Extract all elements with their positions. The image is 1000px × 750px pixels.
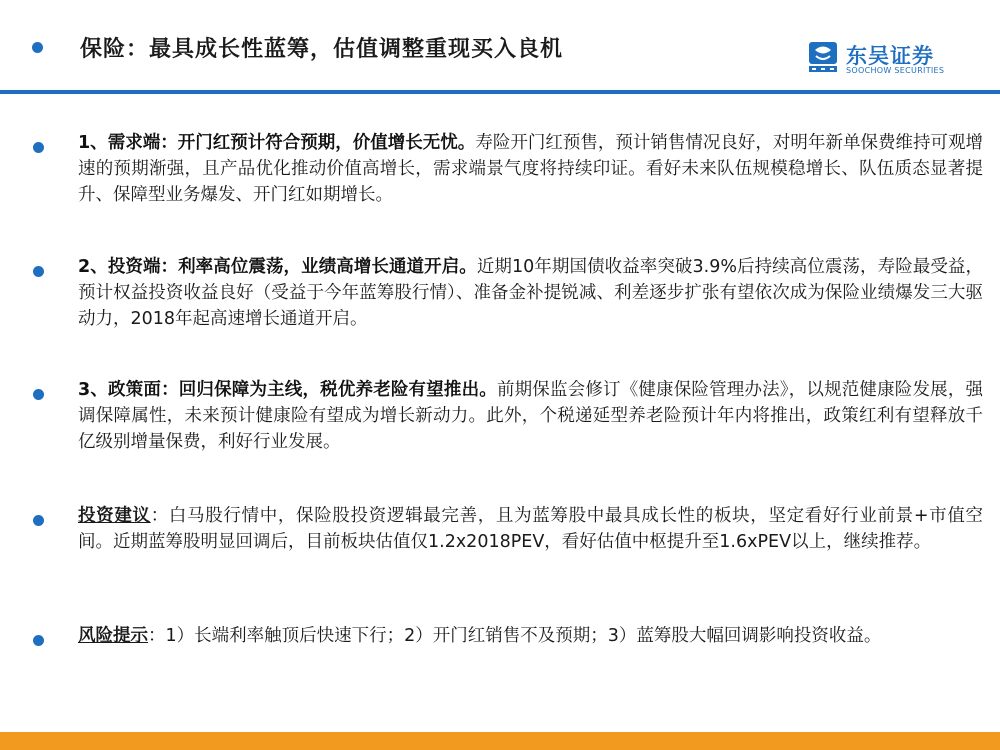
bullet-icon — [33, 142, 44, 153]
bullet-body: 1）长端利率触顶后快速下行；2）开门红销售不及预期；3）蓝筹股大幅回调影响投资收益。 — [165, 626, 882, 646]
bullet-icon — [33, 389, 44, 400]
header-divider — [0, 90, 1000, 94]
logo-subtext: SOOCHOW SECURITIES — [846, 66, 945, 75]
bullet-icon — [33, 515, 44, 526]
logo-mark-icon — [808, 40, 838, 74]
bullet-icon — [33, 266, 44, 277]
bullet-lead: 2、投资端：利率高位震荡，业绩高增长通道开启。 — [78, 257, 477, 277]
bullet-lead: 1、需求端：开门红预计符合预期，价值增长无忧。 — [78, 133, 476, 153]
bullet-body: 前期保监会修订《健康保险管理办法》，以规范健康险发展，强调保障属性，未来预计健康险有望成为增长新动力。此外，个税递延型养老险预计年内将推出，政策红利有望释放千亿级别增量保费，利好行业发展。 — [78, 380, 983, 452]
bullet-body: 近期10年期国债收益率突破3.9%后持续高位震荡，寿险最受益，预计权益投资收益良好（受益于今年蓝筹股行情）、准备金补提锐减、利差逐步扩张有望依次成为保险业绩爆发三大驱动力，2018年起高速增长通道开启。 — [78, 257, 983, 329]
bullet-icon — [33, 635, 44, 646]
slide-title: 保险：最具成长性蓝筹，估值调整重现买入良机 — [80, 37, 564, 62]
bullet-lead: 3、政策面：回归保障为主线，税优养老险有望推出。 — [78, 380, 497, 400]
bullet-body: 寿险开门红预售，预计销售情况良好，对明年新单保费维持可观增速的预期渐强，且产品优化推动价值高增长，需求端景气度将持续印证。看好未来队伍规模稳增长、队伍质态显著提升、保障型业务爆发、开门红如期增长。 — [78, 133, 983, 205]
footer-bar — [0, 732, 1000, 750]
bullet-lead: 风险提示 — [78, 626, 148, 646]
bullet-text — [78, 377, 983, 455]
bullet-body: 白马股行情中，保险股投资逻辑最完善，且为蓝筹股中最具成长性的板块，坚定看好行业前景+市值空间。近期蓝筹股明显回调后，目前板块估值仅1.2x2018PEV，看好估值中枢提升至1.6xPEV以上，继续推荐。 — [78, 506, 983, 552]
title-bullet — [32, 42, 43, 53]
bullet-text — [78, 254, 983, 332]
header — [0, 0, 1000, 92]
bullet-text — [78, 623, 983, 649]
company-logo — [808, 40, 958, 80]
logo-text: 东吴证券 — [846, 44, 934, 68]
bullet-separator: ： — [150, 506, 169, 526]
bullet-separator: ： — [148, 626, 166, 646]
bullet-text — [78, 130, 983, 208]
bullet-text — [78, 503, 983, 555]
bullet-lead: 投资建议 — [78, 506, 151, 526]
